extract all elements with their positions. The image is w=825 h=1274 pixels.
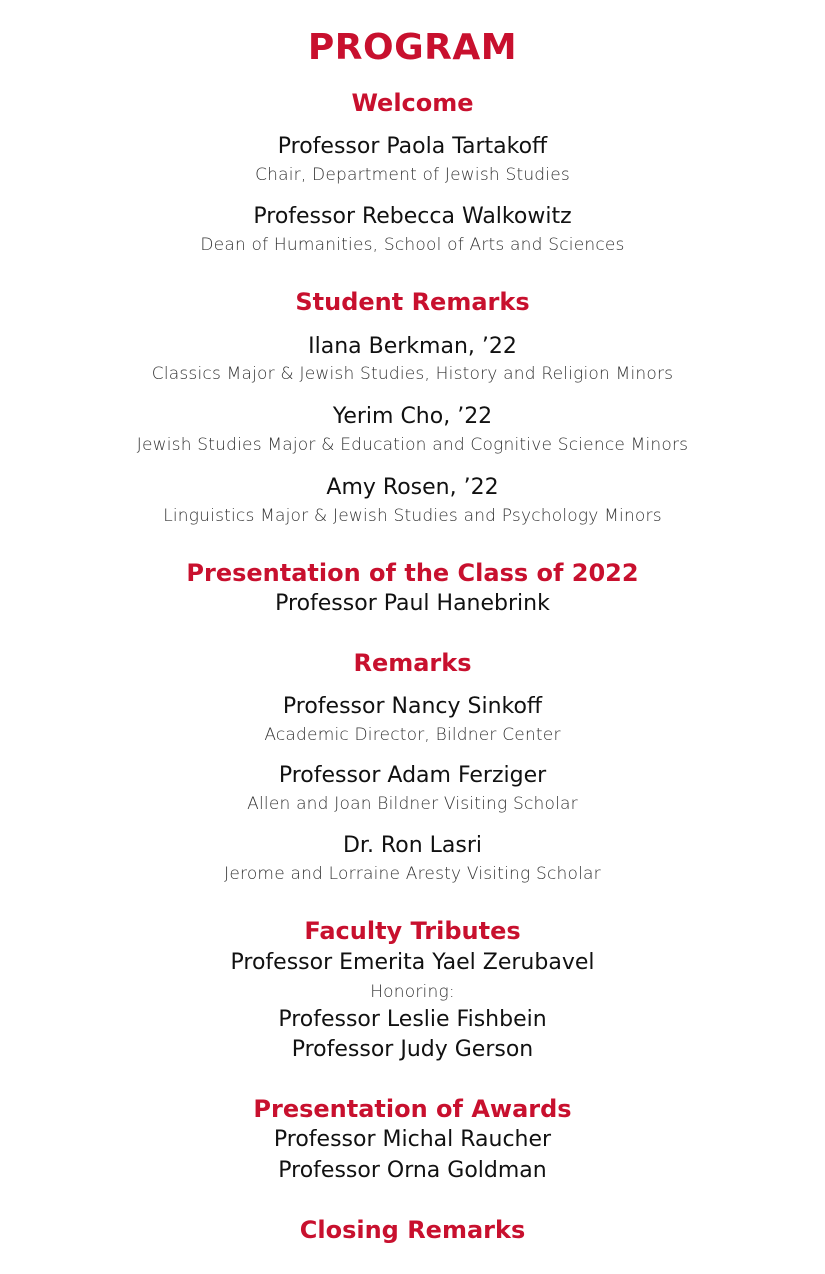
speaker-name: Professor Rebecca Walkowitz xyxy=(253,204,572,229)
section-heading-presentation-class: Presentation of the Class of 2022 xyxy=(186,559,639,587)
section-heading-student-remarks: Student Remarks xyxy=(295,288,530,316)
page-title: PROGRAM xyxy=(307,27,518,68)
speaker-name: Professor Paola Tartakoff xyxy=(277,134,548,159)
speaker-role: Academic Director, Bildner Center xyxy=(264,725,561,745)
speaker-role: Jewish Studies Major & Education and Cognitive Science Minors xyxy=(136,435,689,455)
speaker-role: Allen and Joan Bildner Visiting Scholar xyxy=(247,794,578,814)
section-heading-faculty-tributes: Faculty Tributes xyxy=(304,917,521,945)
speaker-name: Professor Michal Raucher xyxy=(273,1127,552,1152)
honoree-name: Professor Leslie Fishbein xyxy=(278,1007,547,1032)
speaker-name: Professor Paul Hanebrink xyxy=(275,591,550,616)
speaker-role: Linguistics Major & Jewish Studies and Psychology Minors xyxy=(163,506,662,526)
speaker-name: Professor Nancy Sinkoff xyxy=(282,694,543,719)
speaker-name: Ilana Berkman, ’22 xyxy=(308,334,517,359)
speaker-name: Professor Orna Goldman xyxy=(278,1158,547,1183)
speaker-role: Dean of Humanities, School of Arts and Sciences xyxy=(200,235,625,255)
speaker-role: Jerome and Lorraine Aresty Visiting Scholar xyxy=(224,864,601,884)
speaker-name: Professor Emerita Yael Zerubavel xyxy=(230,950,595,975)
section-heading-awards: Presentation of Awards xyxy=(253,1095,572,1123)
speaker-name: Dr. Ron Lasri xyxy=(342,833,482,858)
speaker-role: Classics Major & Jewish Studies, History and Religion Minors xyxy=(151,364,674,384)
speaker-name: Professor Adam Ferziger xyxy=(278,763,547,788)
section-heading-closing: Closing Remarks xyxy=(299,1216,526,1244)
honoring-label: Honoring: xyxy=(370,982,455,1002)
speaker-role: Chair, Department of Jewish Studies xyxy=(255,165,570,185)
section-heading-remarks: Remarks xyxy=(353,649,472,677)
honoree-name: Professor Judy Gerson xyxy=(291,1037,534,1062)
speaker-name: Amy Rosen, ’22 xyxy=(326,475,499,500)
speaker-name: Yerim Cho, ’22 xyxy=(332,404,493,429)
section-heading-welcome: Welcome xyxy=(351,89,474,117)
